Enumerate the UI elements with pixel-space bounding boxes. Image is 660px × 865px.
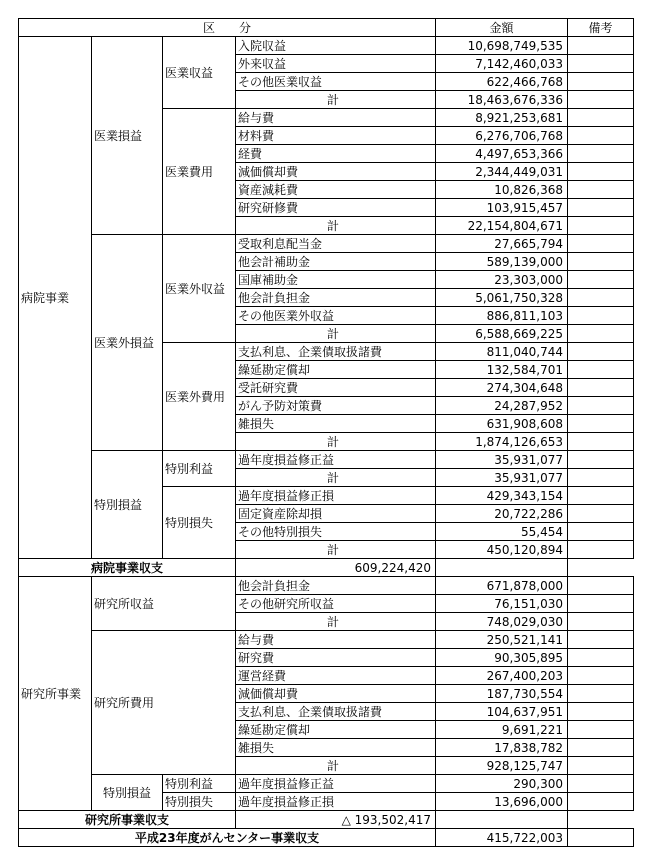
remarks-cell — [568, 829, 634, 847]
line-item-amount: 267,400,203 — [436, 667, 568, 685]
line-item-amount: 10,698,749,535 — [436, 37, 568, 55]
remarks-cell — [568, 343, 634, 361]
line-item-name: 他会計補助金 — [236, 253, 436, 271]
remarks-cell — [568, 631, 634, 649]
subtotal-label: 計 — [236, 469, 436, 487]
remarks-cell — [568, 181, 634, 199]
header-amount: 金額 — [436, 19, 568, 37]
remarks-cell — [436, 811, 568, 829]
line-item-name: がん予防対策費 — [236, 397, 436, 415]
line-item-name: 給与費 — [236, 109, 436, 127]
remarks-cell — [568, 433, 634, 451]
line-item-row — [19, 37, 634, 55]
line-item-amount: 10,826,368 — [436, 181, 568, 199]
remarks-cell — [568, 379, 634, 397]
remarks-cell — [568, 541, 634, 559]
subtotal-amount: 450,120,894 — [436, 541, 568, 559]
section-label-hospital: 病院事業 — [19, 37, 92, 559]
line-item-amount: 132,584,701 — [436, 361, 568, 379]
group-label: 医業外費用 — [163, 343, 236, 451]
line-item-amount: 631,908,608 — [436, 415, 568, 433]
line-item-name: 支払利息、企業債取扱諸費 — [236, 343, 436, 361]
remarks-cell — [568, 37, 634, 55]
line-item-amount: 886,811,103 — [436, 307, 568, 325]
balance-row — [19, 559, 634, 577]
group-label: 特別利益 — [163, 775, 236, 793]
line-item-amount: 35,931,077 — [436, 451, 568, 469]
line-item-name: 減価償却費 — [236, 685, 436, 703]
line-item-amount: 187,730,554 — [436, 685, 568, 703]
subtotal-amount: 22,154,804,671 — [436, 217, 568, 235]
line-item-amount: 6,276,706,768 — [436, 127, 568, 145]
line-item-amount: 250,521,141 — [436, 631, 568, 649]
hospital-balance-amount: 609,224,420 — [236, 559, 436, 577]
category-label: 医業外損益 — [92, 235, 163, 451]
remarks-cell — [568, 127, 634, 145]
line-item-amount: 274,304,648 — [436, 379, 568, 397]
line-item-amount: 8,921,253,681 — [436, 109, 568, 127]
line-item-name: 給与費 — [236, 631, 436, 649]
remarks-cell — [568, 145, 634, 163]
line-item-amount: 104,637,951 — [436, 703, 568, 721]
line-item-name: 過年度損益修正益 — [236, 775, 436, 793]
line-item-name: 研究費 — [236, 649, 436, 667]
group-label: 特別利益 — [163, 451, 236, 487]
remarks-cell — [568, 685, 634, 703]
subtotal-label: 計 — [236, 91, 436, 109]
group-label: 特別損失 — [163, 487, 236, 559]
line-item-amount: 55,454 — [436, 523, 568, 541]
subtotal-label: 計 — [236, 217, 436, 235]
remarks-cell — [568, 271, 634, 289]
grand-total-amount: 415,722,003 — [436, 829, 568, 847]
remarks-cell — [568, 793, 634, 811]
category-label: 研究所費用 — [92, 631, 236, 775]
subtotal-label: 計 — [236, 433, 436, 451]
line-item-name: 繰延勘定償却 — [236, 721, 436, 739]
line-item-row — [19, 631, 634, 649]
line-item-amount: 290,300 — [436, 775, 568, 793]
remarks-cell — [568, 217, 634, 235]
line-item-name: 外来収益 — [236, 55, 436, 73]
remarks-cell — [568, 163, 634, 181]
line-item-row — [19, 235, 634, 253]
line-item-name: その他医業外収益 — [236, 307, 436, 325]
group-label: 医業費用 — [163, 109, 236, 235]
remarks-cell — [568, 235, 634, 253]
line-item-amount: 2,344,449,031 — [436, 163, 568, 181]
subtotal-amount: 748,029,030 — [436, 613, 568, 631]
remarks-cell — [568, 487, 634, 505]
remarks-cell — [568, 397, 634, 415]
remarks-cell — [568, 253, 634, 271]
line-item-amount: 4,497,653,366 — [436, 145, 568, 163]
line-item-amount: 90,305,895 — [436, 649, 568, 667]
remarks-cell — [568, 523, 634, 541]
line-item-name: 国庫補助金 — [236, 271, 436, 289]
header-row — [19, 19, 634, 37]
line-item-name: 過年度損益修正益 — [236, 451, 436, 469]
line-item-name: 受取利息配当金 — [236, 235, 436, 253]
remarks-cell — [568, 73, 634, 91]
group-label: 医業外収益 — [163, 235, 236, 343]
remarks-cell — [568, 577, 634, 595]
remarks-cell — [568, 361, 634, 379]
category-label: 研究所収益 — [92, 577, 236, 631]
remarks-cell — [568, 289, 634, 307]
remarks-cell — [568, 739, 634, 757]
line-item-name: 他会計負担金 — [236, 577, 436, 595]
line-item-name: 材料費 — [236, 127, 436, 145]
line-item-amount: 20,722,286 — [436, 505, 568, 523]
line-item-name: 支払利息、企業債取扱諸費 — [236, 703, 436, 721]
subtotal-label: 計 — [236, 757, 436, 775]
line-item-amount: 9,691,221 — [436, 721, 568, 739]
remarks-cell — [568, 451, 634, 469]
line-item-row — [19, 577, 634, 595]
subtotal-label: 計 — [236, 541, 436, 559]
line-item-name: 過年度損益修正損 — [236, 793, 436, 811]
line-item-name: 過年度損益修正損 — [236, 487, 436, 505]
line-item-name: 固定資産除却損 — [236, 505, 436, 523]
line-item-name: 雑損失 — [236, 415, 436, 433]
remarks-cell — [568, 91, 634, 109]
line-item-name: 研究研修費 — [236, 199, 436, 217]
line-item-amount: 13,696,000 — [436, 793, 568, 811]
remarks-cell — [568, 415, 634, 433]
remarks-cell — [568, 775, 634, 793]
line-item-row — [19, 775, 634, 793]
line-item-name: 運営経費 — [236, 667, 436, 685]
line-item-name: その他研究所収益 — [236, 595, 436, 613]
income-statement-table — [18, 18, 634, 847]
grand-total-label: 平成23年度がんセンター事業収支 — [19, 829, 436, 847]
line-item-name: 減価償却費 — [236, 163, 436, 181]
remarks-cell — [568, 595, 634, 613]
line-item-name: その他特別損失 — [236, 523, 436, 541]
group-label: 医業収益 — [163, 37, 236, 109]
remarks-cell — [568, 613, 634, 631]
subtotal-label: 計 — [236, 613, 436, 631]
remarks-cell — [568, 325, 634, 343]
remarks-cell — [436, 559, 568, 577]
grand-total-row — [19, 829, 634, 847]
group-label: 特別損失 — [163, 793, 236, 811]
line-item-amount: 811,040,744 — [436, 343, 568, 361]
line-item-name: 経費 — [236, 145, 436, 163]
category-label: 特別損益 — [92, 775, 163, 811]
line-item-amount: 7,142,460,033 — [436, 55, 568, 73]
institute-balance-amount: △ 193,502,417 — [236, 811, 436, 829]
remarks-cell — [568, 55, 634, 73]
line-item-amount: 23,303,000 — [436, 271, 568, 289]
subtotal-amount: 1,874,126,653 — [436, 433, 568, 451]
institute-balance-label: 研究所事業収支 — [19, 811, 236, 829]
remarks-cell — [568, 721, 634, 739]
line-item-amount: 103,915,457 — [436, 199, 568, 217]
line-item-amount: 27,665,794 — [436, 235, 568, 253]
header-category: 区 分 — [19, 19, 436, 37]
subtotal-amount: 6,588,669,225 — [436, 325, 568, 343]
line-item-amount: 671,878,000 — [436, 577, 568, 595]
balance-row — [19, 811, 634, 829]
subtotal-amount: 18,463,676,336 — [436, 91, 568, 109]
line-item-amount: 76,151,030 — [436, 595, 568, 613]
line-item-amount: 5,061,750,328 — [436, 289, 568, 307]
subtotal-amount: 35,931,077 — [436, 469, 568, 487]
hospital-balance-label: 病院事業収支 — [19, 559, 236, 577]
line-item-name: 繰延勘定償却 — [236, 361, 436, 379]
remarks-cell — [568, 109, 634, 127]
remarks-cell — [568, 757, 634, 775]
line-item-name: その他医業収益 — [236, 73, 436, 91]
remarks-cell — [568, 469, 634, 487]
subtotal-amount: 928,125,747 — [436, 757, 568, 775]
remarks-cell — [568, 505, 634, 523]
remarks-cell — [568, 703, 634, 721]
category-label: 特別損益 — [92, 451, 163, 559]
subtotal-label: 計 — [236, 325, 436, 343]
remarks-cell — [568, 649, 634, 667]
line-item-name: 雑損失 — [236, 739, 436, 757]
line-item-amount: 589,139,000 — [436, 253, 568, 271]
line-item-name: 受託研究費 — [236, 379, 436, 397]
remarks-cell — [568, 199, 634, 217]
line-item-name: 資産減耗費 — [236, 181, 436, 199]
line-item-name: 他会計負担金 — [236, 289, 436, 307]
line-item-amount: 622,466,768 — [436, 73, 568, 91]
line-item-name: 入院収益 — [236, 37, 436, 55]
line-item-row — [19, 451, 634, 469]
line-item-amount: 429,343,154 — [436, 487, 568, 505]
header-remarks: 備考 — [568, 19, 634, 37]
category-label: 医業損益 — [92, 37, 163, 235]
remarks-cell — [568, 307, 634, 325]
line-item-amount: 24,287,952 — [436, 397, 568, 415]
remarks-cell — [568, 667, 634, 685]
section-label-institute: 研究所事業 — [19, 577, 92, 811]
line-item-amount: 17,838,782 — [436, 739, 568, 757]
